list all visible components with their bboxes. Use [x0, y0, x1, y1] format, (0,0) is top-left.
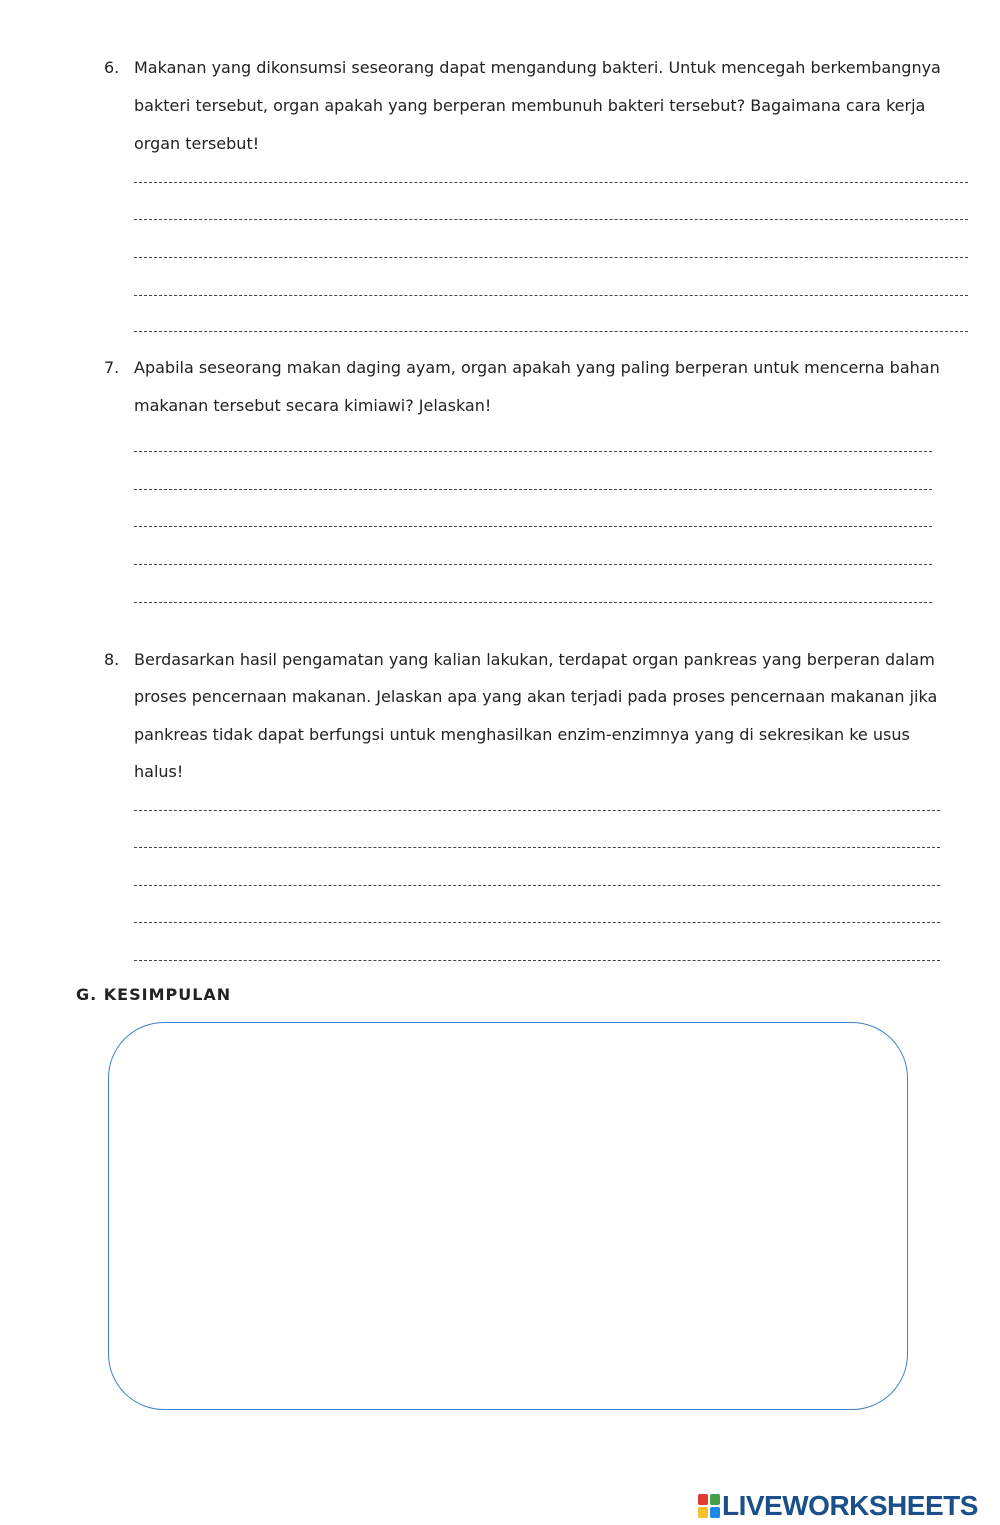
answer-line[interactable] — [134, 219, 968, 220]
answer-line[interactable] — [134, 451, 932, 452]
answer-line[interactable] — [134, 960, 940, 961]
answer-line[interactable] — [134, 885, 940, 886]
question-text-line: bakteri tersebut, organ apakah yang berperan membunuh bakteri tersebut? Bagaimana cara kerja — [134, 96, 926, 115]
answer-line[interactable] — [134, 847, 940, 848]
answer-line[interactable] — [134, 331, 968, 332]
question-text-line: Berdasarkan hasil pengamatan yang kalian lakukan, terdapat organ pankreas yang berperan dalam — [134, 650, 935, 669]
answer-line[interactable] — [134, 295, 968, 296]
logo-mark-cell — [710, 1494, 720, 1505]
answer-line[interactable] — [134, 182, 968, 183]
logo-mark-icon — [698, 1494, 720, 1518]
question-text-line: proses pencernaan makanan. Jelaskan apa yang akan terjadi pada proses pencernaan makanan jika — [134, 687, 938, 706]
question-text-line: Makanan yang dikonsumsi seseorang dapat mengandung bakteri. Untuk mencegah berkembangnya — [134, 58, 941, 77]
answer-line[interactable] — [134, 526, 932, 527]
question-text-line: halus! — [134, 762, 184, 781]
question-text-line: pankreas tidak dapat berfungsi untuk menghasilkan enzim-enzimnya yang di sekresikan ke usus — [134, 725, 910, 744]
answer-line[interactable] — [134, 257, 968, 258]
section-title-kesimpulan: G. KESIMPULAN — [76, 985, 232, 1004]
question-text-line: Apabila seseorang makan daging ayam, organ apakah yang paling berperan untuk mencerna bahan — [134, 358, 940, 377]
question-text-line: makanan tersebut secara kimiawi? Jelaskan! — [134, 396, 492, 415]
answer-line[interactable] — [134, 564, 932, 565]
question-number: 6. — [104, 58, 120, 77]
question-number: 8. — [104, 650, 120, 669]
logo-mark-cell — [698, 1507, 708, 1518]
answer-line[interactable] — [134, 602, 932, 603]
answer-line[interactable] — [134, 922, 940, 923]
answer-line[interactable] — [134, 810, 940, 811]
answer-line[interactable] — [134, 489, 932, 490]
logo-mark-cell — [698, 1494, 708, 1505]
logo-mark-cell — [710, 1507, 720, 1518]
liveworksheets-logo — [698, 1490, 978, 1522]
question-text-line: organ tersebut! — [134, 134, 260, 153]
question-number: 7. — [104, 358, 120, 377]
conclusion-answer-box[interactable] — [108, 1022, 908, 1410]
logo-text: LIVEWORKSHEETS — [722, 1490, 978, 1521]
